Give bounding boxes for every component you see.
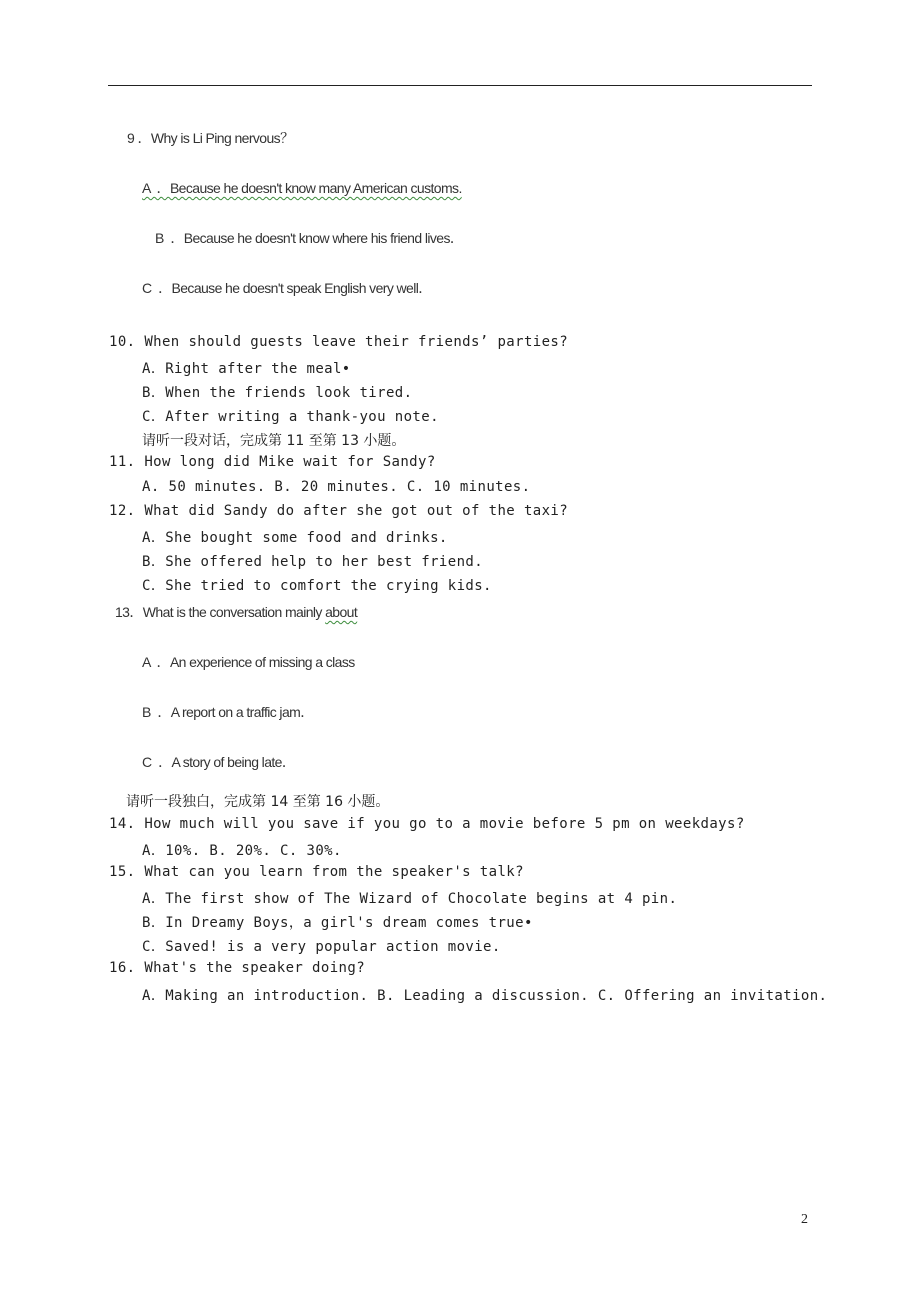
question-13 <box>115 602 357 622</box>
question-9-option-c: C ．Because he doesn't speak English very well． <box>142 280 432 296</box>
section-instruction-11-13: 请听一段对话，完成第 11 至第 13 小题。 <box>142 433 406 449</box>
question-15-option-c: C．Saved! is a very popular action movie. <box>142 939 501 955</box>
question-14: 14. How much will you save if you go to a movie before 5 pm on weekdays? <box>109 816 745 832</box>
question-12-option-a: A．She bought some food and drinks. <box>142 530 448 546</box>
question-9: 9 ．Why is Li Ping nervous？ <box>127 130 294 146</box>
question-16-options: A．Making an introduction. B. Leading a discussion. C. Offering an invitation. <box>142 988 828 1004</box>
question-13-option-c: C ．A story of being late． <box>142 754 296 770</box>
question-9-option-a: A ．Because he doesn't know many American customs. <box>142 180 462 196</box>
question-13-option-b: B ．A report on a traffic jam． <box>142 704 314 720</box>
question-10-option-a: A．Right after the meal• <box>142 361 351 377</box>
question-10-option-c: C．After writing a thank-you note. <box>142 409 439 425</box>
question-14-options: A．10%. B. 20%. C. 30%. <box>142 843 342 859</box>
question-12-option-c: C．She tried to comfort the crying kids. <box>142 578 492 594</box>
question-15: 15. What can you learn from the speaker's talk? <box>109 864 524 880</box>
question-13-text: 13．What is the conversation mainly about <box>115 604 358 620</box>
question-15-option-a: A．The first show of The Wizard of Chocolate begins at 4 pin. <box>142 891 678 907</box>
header-rule <box>108 85 812 86</box>
section-instruction-14-16: 请听一段独白，完成第 14 至第 16 小题。 <box>126 794 390 810</box>
page-number: 2 <box>801 1212 808 1227</box>
question-9-option-b: B ．Because he doesn't know where his friend lives． <box>155 230 464 246</box>
question-12: 12. What did Sandy do after she got out of the taxi? <box>109 503 569 519</box>
question-16: 16. What's the speaker doing? <box>109 960 366 976</box>
question-12-option-b: B．She offered help to her best friend. <box>142 554 484 570</box>
question-15-option-b: B．In Dreamy Boys，a girl's dream comes true• <box>142 915 533 931</box>
question-11-options: A. 50 minutes. B. 20 minutes. C. 10 minutes. <box>142 479 531 495</box>
question-10-option-b: B．When the friends look tired. <box>142 385 413 401</box>
question-10: 10. When should guests leave their friends’ parties? <box>109 334 569 350</box>
question-13-option-a: A ．An experience of missing a class <box>142 654 355 670</box>
question-11: 11. How long did Mike wait for Sandy? <box>109 454 436 470</box>
question-13-underline: about <box>325 604 358 620</box>
